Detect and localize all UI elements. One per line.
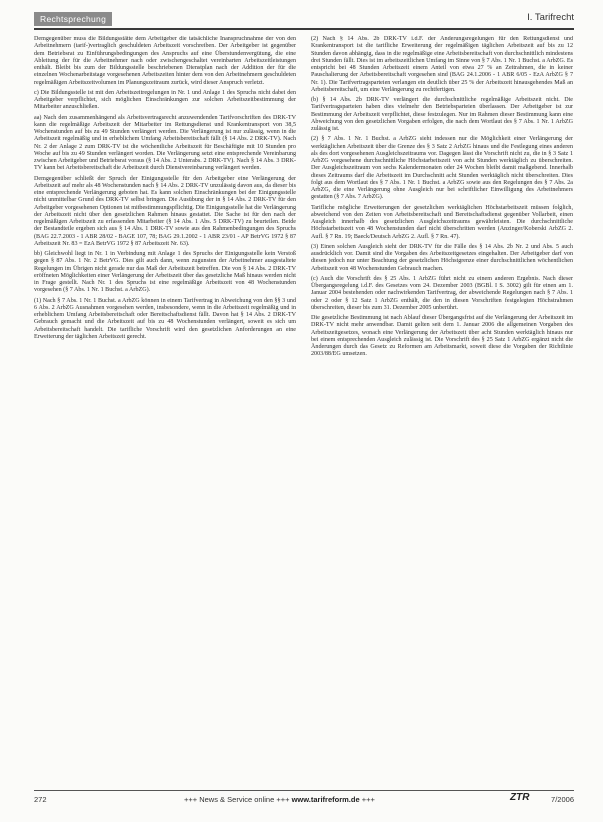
section-tab: Rechtsprechung xyxy=(34,12,112,26)
paragraph: (1) Nach § 7 Abs. 1 Nr. 1 Buchst. a ArbZG können in einem Tarifvertrag in Abweichung von den §§ 3 und 6 Abs. 2 ArbZG Ausnahmen vorgesehen werden, insbesondere, wenn in die Arbeitszeit regelmäßig und in erheblichem Umfang Arbeitsbereitschaft oder Bereitschaftsdienst fällt. Davon hat § 14 Abs. 2 DRK-TV Gebrauch gemacht und die Arbeitszeit auf bis zu 48 Wochenstunden verlängert, soweit es sich um Arbeitsbereitschaft handelt. Die tarifliche Vorschrift wird den gesetzlichen Anforderungen an eine Erweiterung der täglichen Arbeitszeit gerecht. xyxy=(34,297,296,340)
paragraph: c) Die Bildungsstelle ist mit den Arbeitszeitregelungen in Nr. 1 und Anlage 1 des Spruchs nicht dabei den Arbeitgeber verpflichtet, sich möglichen Einschränkungen zur solchen Arbeitszeitbestimmung der Mitarbeiter anzuschließen. xyxy=(34,89,296,111)
paragraph: Demgegenüber muss die Bildungsstätte dem Arbeitgeber die tatsächliche Inanspruchnahme der von den Arbeitnehmern (tarif-)vertraglich geschuldeten Arbeitszeit vorschreiben. Der Arbeitgeber ist gegenüber dem Betriebsrat zu Einführungsbedingungen des Anspruchs auf eine Überstundenvergütung, die eine Ableitung der für die Arbeitnehmer nach oder zwischengeschaltet vereinbarten Arbeitszeitleistungen enthält. Bleibt bis zum der Bildungsstelle beschriebenen Dienstplan nach der Addition der für die einzelnen Wochenarbeitstage vorgesehenen Arbeitszeiten hinter dem von den Arbeitnehmern geschuldeten regelmäßigen Arbeitszeitvolumen im Planungszeitraum zurück, wird dieser Anspruch verletzt. xyxy=(34,36,296,86)
promo-prefix: +++ News & Service online +++ xyxy=(184,795,290,804)
promo-line xyxy=(184,795,375,804)
paragraph: (2) § 7 Abs. 1 Nr. 1 Buchst. a ArbZG sieht indessen nur die Möglichkeit einer Verlängerung der werktäglichen Arbeitszeit über die Grenze des § 3 Satz 2 ArbZG hinaus und die Festlegung eines anderen als des dort vorgesehenen Ausgleichszeitraums vor. Dagegen lässt die Vorschrift nicht zu, die in § 3 Satz 1 ArbZG vorgesehene durchschnittliche Höchstarbeitszeit von acht Stunden werktäglich zu überschreiten. Der Ausgleichszeitraum von sechs Kalendermonaten oder 24 Wochen bleibt damit maßgebend. Innerhalb dieses Zeitraums darf die Arbeitszeit im Durchschnitt acht Stunden werktäglich nicht überschreiten. Dies folgt aus dem Wortlaut des § 7 Abs. 1 Nr. 1 Buchst. a ArbZG sowie aus den Regelungen des § 7 Abs. 2a ArbZG, die eine Verlängerung ohne Ausgleich nur bei schriftlicher Einwilligung des Arbeitnehmers gestatten (§ 7 Abs. 7 ArbZG). xyxy=(311,136,573,201)
paragraph: Demgegenüber schließt der Spruch der Einigungsstelle für den Arbeitgeber eine Verlängerung der Arbeitszeit auf mehr als 48 Wochenstunden nach § 14 Abs. 2 DRK-TV unzulässig davon aus, da dieser bis eine entsprechende Verlängerung geboten hat. Es kann solchen Einschränkungen bei der Einigungsstelle nicht unmittelbar Grund des DRK-TV selbst bringen. Die Ausübung der in § 14 Abs. 2 DRK-TV für den Arbeitgeber vorgesehenen Optionen ist mitbestimmungspflichtig. Die Einigungsstelle hat die Verlängerung der Arbeitszeit nicht über den gesetzlichen Rahmen hinaus gestattet. Die Sache ist für den nach der regelmäßigen Arbeitszeit zu erfassenden Mitarbeiter (§ 14 Abs. 1 Abs. 5 DRK-TV) zu beurteilen. Beide der Bestandteile ergeben sich aus § 14 Abs. 1 DRK-TV sowie aus den Rahmenbedingungen des Spruchs (BAG 22.7.2003 - 1 ABR 28/02 - BAGE 107, 78; BAG 29.1.2002 - 1 ABR 23/01 - AP BetrVG 1972 § 87 Arbeitszeit Nr. 83 = EzA BetrVG 1972 § 87 Arbeitszeit Nr. 63). xyxy=(34,175,296,247)
page-number: 272 xyxy=(34,795,47,804)
paragraph: (2) Nach § 14 Abs. 2b DRK-TV i.d.F. der Änderungsregelungen für den Rettungsdienst und Krankentransport ist die tarifliche Erweiterung der regelmäßigen täglichen Arbeitszeit auf bis zu 12 Stunden davon abhängig, dass in die regelmäßige eine Arbeitsbereitschaft von durchschnittlich mindestens drei Stunden fällt. Dies ist im arbeitszeitlichen Umfang im Sinne von § 7 Abs. 1 Nr. 1 Buchst. a ArbZG. Es entspricht bei 48 Stunden Arbeitszeit einem Anteil von etwa 27 % an Zeitrahmen, die in keiner Pauschalierung der Arbeitsbereitschaft vorgesehen sind (BAG 24.1.2006 - 1 ABR 6/05 - EzA ArbZG § 7 Nr. 1). Die Tarifvertragsparteien verlangen ein deutlich über 25 % der Arbeitszeit hinausgehendes Maß an Arbeitsbereitschaft, um eine Verlängerung zu rechtfertigen. xyxy=(311,36,573,93)
promo-link[interactable]: www.tarifreform.de xyxy=(291,795,360,804)
paragraph: (b) § 14 Abs. 2b DRK-TV verlängert die durchschnittliche regelmäßige Arbeitszeit nicht. Die Tarifvertragsparteien haben dies vielmehr den Betriebsparteien überlassen. Der Arbeitgeber ist zur Bestimmung der Arbeitszeit verpflichtet, diese festzulegen. Nur im Rahmen dieser Bestimmung kann eine Abweichung von den gesetzlichen Vorgaben erfolgen, die nach dem Wortlaut des § 7 Abs. 1 Nr. 1 ArbZG zulässig ist. xyxy=(311,97,573,132)
paragraph: aa) Nach den zusammenhängend als Arbeitsvertragsrecht anzuwendenden Tarifvorschriften des DRK-TV kann die regelmäßige Arbeitszeit der Mitarbeiter im Rettungsdienst und Krankentransport von 38,5 Wochenstunden auf bis zu 49 Stunden verlängert werden. Die Verlängerung ist nur zulässig, wenn in die Arbeitszeit regelmäßig und in erheblichem Umfang Arbeitsbereitschaft fällt (§ 14 Abs. 2 DRK-TV). Nach Nr. 2 der Anlage 2 zum DRK-TV ist die wöchentliche Arbeitszeit für Beschäftigte mit 10 Stunden pro Woche auf bis zu 49 Stunden verlängert worden. Die Verlängerung setzt eine entsprechende Vereinbarung zwischen Arbeitgeber und Betriebsrat voraus (§ 14 Abs. 2 Unterabs. 2 DRK-TV). Nach § 14 Abs. 3 DRK-TV kann bei Arbeitsbereitschaft die Arbeitszeit durch Dienstvereinbarung verlängert werden. xyxy=(34,114,296,172)
paragraph: (c) Auch die Vorschrift des § 25 Abs. 1 ArbZG führt nicht zu einem anderen Ergebnis. Nach dieser Übergangsregelung i.d.F. des Gesetzes vom 24. Dezember 2003 (BGBl. I S. 3002) gilt für einen am 1. Januar 2004 bestehenden oder nachwirkenden Tarifvertrag, der abweichende Regelungen nach § 7 Abs. 1 oder 2 oder § 12 Satz 1 ArbZG enthält, die den in diesen Vorschriften festgelegten Höchstrahmen überschreiten, dieser bis zum 31. Dezember 2005 unberührt. xyxy=(311,275,573,311)
paragraph: bb) Gleichwohl liegt in Nr. 1 in Verbindung mit Anlage 1 des Spruchs der Einigungsstelle kein Verstoß gegen § 87 Abs. 1 Nr. 2 BetrVG. Dies gilt auch dann, wenn zugunsten der Arbeitnehmer ausgestaltete Regelungen im Übrigen nicht gerade nur das Maß der Arbeitszeit betreffen. Die von § 14 Abs. 2 DRK-TV eröffneten Möglichkeiten einer Verlängerung der Arbeitszeit über das gesetzliche Maß hinaus werden nicht in Frage gestellt. Nach Nr. 1 des Spruchs ist eine regelmäßige Arbeitszeit von 48 Wochenstunden vorgesehen (§ 7 Abs. 1 Nr. 1 Buchst. a ArbZG). xyxy=(34,251,296,294)
page-header xyxy=(34,10,574,30)
page-footer xyxy=(34,790,574,807)
left-column xyxy=(34,36,296,776)
issue-number: 7/2006 xyxy=(551,795,574,804)
journal-logo: ZTR xyxy=(510,792,530,803)
paragraph: (3) Einen solchen Ausgleich sieht der DRK-TV für die Fälle des § 14 Abs. 2b Nr. 2 und Abs. 5 auch ausdrücklich vor. Damit sind die Vorgaben des Arbeitszeitgesetzes eingehalten. Der Arbeitgeber darf von diesen jedoch nur unter Beachtung der gesetzlichen Höchstgrenze einer durchschnittlichen wöchentlichen Arbeitszeit von 48 Wochenstunden Gebrauch machen. xyxy=(311,243,573,272)
right-column xyxy=(311,36,573,776)
paragraph: Tarifliche mögliche Erweiterungen der gesetzlichen werktäglichen Höchstarbeitszeit müssen folglich, abweichend von den Zeiten von Arbeitsbereitschaft und Bereitschaftsdienst gegenüber Vollarbeit, einen Ausgleich innerhalb des gesetzlichen Ausgleichszeitraums gewährleisten. Die durchschnittliche Höchstarbeitszeit von 48 Wochenstunden darf nicht überschritten werden (Anzinger/Koberski ArbZG 2. Aufl. § 7 Rn. 19; Baeck/Deutsch ArbZG 2. Aufl. § 7 Rn. 47). xyxy=(311,204,573,240)
chapter-title: I. Tarifrecht xyxy=(527,12,574,23)
promo-suffix: +++ xyxy=(361,795,375,804)
paragraph: Die gesetzliche Bestimmung ist nach Ablauf dieser Übergangsfrist auf die Verlängerung der Arbeitszeit im DRK-TV nicht mehr anwendbar. Damit gelten seit dem 1. Januar 2006 die allgemeinen Vorgaben des Arbeitszeitgesetzes, wonach eine Verlängerung der Arbeitszeit über acht Stunden werktäglich hinaus nur bei einem entsprechenden Ausgleich zulässig ist. Die Vorschrift des § 25 Satz 1 ArbZG ergänzt nicht die Änderungen durch das Gesetz zu Reformen am Arbeitsmarkt, soweit diese die Vorgaben der Richtlinie 2003/88/EG umsetzen. xyxy=(311,315,573,358)
